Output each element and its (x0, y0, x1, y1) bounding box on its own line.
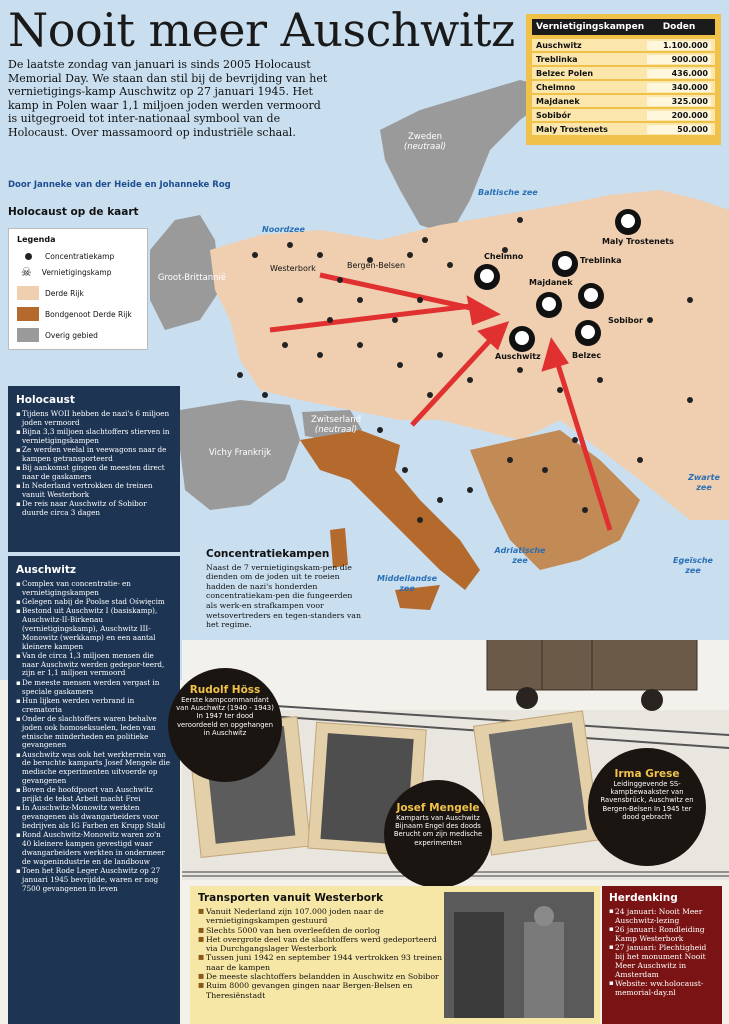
death-count: 900.000 (647, 55, 711, 64)
holocaust-info-box (8, 386, 180, 552)
list-item: ▪ Van de circa 1,3 miljoen mensen die naar Auschwitz werden gedepor-teerd, zijn er 1,1 miljoen vermoord (16, 652, 172, 678)
holocaust-list (16, 410, 172, 518)
table-row (532, 53, 715, 65)
death-count: 340.000 (647, 83, 711, 92)
camp-label: Maly Trostenets (602, 237, 674, 246)
transports-box (190, 886, 600, 1024)
legend-item: Concentratiekamp (17, 248, 139, 264)
camp-name: Treblinka (536, 54, 578, 64)
sea-label: Noordzee (262, 225, 305, 234)
extermination-camps-table (526, 14, 721, 145)
section-title: Concentratiekampen (206, 548, 330, 560)
swatch-ally (17, 307, 39, 321)
person-name: Rudolf Höss (189, 684, 261, 696)
list-item: ▪ Rond Auschwitz-Monowitz waren zo'n 40 kleinere kampen gevestigd waar dwangarbeiders werkten in ondermeer de wapenindustrie en de landbouw (16, 831, 172, 866)
deportation-photo (444, 892, 594, 1018)
bio-mengele (384, 780, 492, 888)
list-item: ▪ Ze werden veelal in veewagons naar de kampen getransporteerd (16, 446, 172, 464)
death-count: 325.000 (647, 97, 711, 106)
death-count: 1.100.000 (647, 41, 711, 50)
column-deaths: Doden (662, 22, 696, 32)
list-item: ▪ Hun lijken werden verbrand in crematoria (16, 697, 172, 715)
camp-name: Auschwitz (536, 40, 582, 50)
person-description: Eerste kampcommandant van Auschwitz (1940 - 1943) In 1947 ter dood veroordeeld en opgehangen in Auschwitz (176, 696, 274, 737)
swatch-other (17, 328, 39, 342)
list-item: ▪ Auschwitz was ook het werkterrein van de beruchte kamparts Josef Mengele die medische experimenten uitvoerde op gevangenen (16, 751, 172, 786)
legend-title: Legenda (17, 235, 56, 244)
sea-label: Egeïsche zee (673, 556, 713, 575)
legend-item: ☠ Vernietigingskamp (21, 265, 112, 279)
camp-label: Chelmno (484, 252, 524, 261)
box-title: Holocaust (16, 394, 75, 406)
table-row (532, 81, 715, 93)
map-legend (8, 228, 148, 350)
list-item: ▪ Bestond uit Auschwitz I (basiskamp), Auschwitz-II-Birkenau (vernietigingskamp), Auschwitz III-Monowitz (werkkamp) en een aantal kleinere kampen (16, 607, 172, 651)
auschwitz-list (16, 580, 172, 893)
list-item: ▪ Complex van concentratie- en vernietigingskampen (16, 580, 172, 598)
place-label: Westerbork (270, 264, 316, 273)
list-item: ■ Slechts 5000 van hen overleefden de oorlog (198, 926, 443, 935)
death-count: 50.000 (647, 125, 711, 134)
table-row (532, 39, 715, 51)
country-label: Vichy Frankrijk (208, 448, 272, 458)
portrait-grese (489, 723, 587, 842)
list-item: ▪ De meeste mensen werden vergast in speciale gaskamers (16, 679, 172, 697)
list-item: ■ Ruim 8000 gevangen gingen naar Bergen-Belsen en Theresiënstadt (198, 981, 443, 1000)
legend-item: Overig gebied (17, 327, 139, 343)
list-item: ▪ In Nederland vertrokken de treinen vanuit Westerbork (16, 482, 172, 500)
list-item: ▪ Website: ww.holocaust-memorial-day.nl (609, 979, 715, 997)
commemoration-list (609, 907, 715, 997)
dot-icon (25, 253, 32, 260)
list-item: ▪ De reis naar Auschwitz of Sobibor duurde circa 3 dagen (16, 500, 172, 518)
concentration-camps-text (206, 550, 366, 630)
list-item: ▪ Tijdens WOII hebben de nazi's 6 miljoen joden vermoord (16, 410, 172, 428)
list-item: ▪ In Auschwitz-Monowitz werkten gevangenen als dwangarbeiders voor bedrijven als IG Farben en Krupp Stahl (16, 804, 172, 830)
list-item: ■ Vanuit Nederland zijn 107.000 joden naar de vernietigingskampen gestuurd (198, 907, 443, 926)
camp-label: Auschwitz (495, 352, 541, 361)
camp-name: Chelmno (536, 82, 576, 92)
person-description: Leidinggevende SS-kampbewaakster van Ravensbrück, Auschwitz en Bergen-Belsen In 1945 ter dood gebracht (600, 780, 694, 821)
list-item: ▪ Gelegen nabij de Poolse stad Oświęcim (16, 598, 172, 607)
camp-label: Belzec (572, 351, 602, 360)
person-description: Kamparts van Auschwitz Bijnaam Engel des doods Berucht om zijn medische experimenten (393, 814, 483, 847)
death-count: 436.000 (647, 69, 711, 78)
sea-label: Zwarte zee (688, 473, 720, 492)
legend-item: Bondgenoot Derde Rijk (17, 306, 139, 322)
sea-label: Middellandse zee (376, 574, 438, 593)
list-item: ▪ Boven de hoofdpoort van Auschwitz prijkt de tekst Arbeit macht Frei (16, 786, 172, 804)
list-item: ■ Tussen juni 1942 en september 1944 vertrokken 93 treinen naar de kampen (198, 953, 443, 972)
table-row (532, 67, 715, 79)
skull-icon: ☠ (21, 265, 32, 279)
legend-item: Derde Rijk (17, 285, 139, 301)
camp-name: Maly Trostenets (536, 124, 608, 134)
page-title: Nooit meer Auschwitz (8, 3, 515, 57)
camp-label: Sobibor (608, 316, 643, 325)
country-label: Zwitserland (neutraal) (311, 415, 361, 435)
list-item: ▪ Bij aankomst gingen de meesten direct naar de gaskamers (16, 464, 172, 482)
camp-name: Majdanek (536, 96, 580, 106)
list-item: ■ Het overgrote deel van de slachtoffers werd gedeporteerd via Durchgangslager Westerbork (198, 935, 443, 954)
table-row (532, 123, 715, 135)
table-row (532, 109, 715, 121)
swatch-reich (17, 286, 39, 300)
death-count: 200.000 (647, 111, 711, 120)
author-byline: Door Janneke van der Heide en Johanneke Rog (8, 180, 231, 190)
map-heading: Holocaust op de kaart (8, 206, 139, 218)
country-label: Groot-Brittannië (157, 273, 227, 283)
section-body: Naast de 7 vernietigingskam-pen die dienden om de joden uit te roeien hadden de nazi's honderden concentratiekam-pen die fungeerden als werk-en strafkampen voor wetsovertreders en tegen-standers van het regime. (206, 562, 361, 630)
list-item: ▪ Onder de slachtoffers waren behalve joden ook homoseksuelen, leden van etnische minderheden en politieke gevangenen (16, 715, 172, 750)
column-camp: Vernietigingskampen (536, 22, 645, 32)
bio-grese (588, 748, 706, 866)
box-title: Auschwitz (16, 564, 76, 576)
list-item: ▪ 24 januari: Nooit Meer Auschwitz-lezing (609, 907, 715, 925)
person-name: Irma Grese (614, 768, 680, 780)
list-item: ▪ Toen het Rode Leger Auschwitz op 27 januari 1945 bevrijdde, waren er nog 7500 gevangenen in leven (16, 867, 172, 893)
sea-label: Adriatische zee (494, 546, 546, 565)
list-item: ▪ 27 januari: Plechtigheid bij het monument Nooit Meer Auschwitz in Amsterdam (609, 943, 715, 979)
person-name: Josef Mengele (396, 802, 480, 814)
country-label: Zweden (neutraal) (403, 132, 447, 152)
bio-hoss (168, 668, 282, 782)
commemoration-box (602, 886, 722, 1024)
place-label: Bergen-Belsen (347, 261, 406, 270)
intro-text: De laatste zondag van januari is sinds 2005 Holocaust Memorial Day. We staan dan stil bij de bevrijding van het vernietigings-kamp Auschwitz op 27 januari 1945. Het kamp in Polen waar 1,1 miljoen joden werden vermoord is uitgegroeid tot inter-nationaal symbool van de Holocaust. Over massamoord op industriële schaal. (8, 58, 328, 139)
camp-label: Majdanek (529, 278, 573, 287)
box-title: Herdenking (609, 892, 678, 904)
table-header (532, 19, 715, 35)
camp-name: Belzec Polen (536, 68, 594, 78)
list-item: ■ De meeste slachtoffers belandden in Auschwitz en Sobibor (198, 972, 443, 981)
box-title: Transporten vanuit Westerbork (198, 892, 384, 904)
list-item: ▪ 26 januari: Rondleiding Kamp Westerbork (609, 925, 715, 943)
camp-label: Treblinka (580, 256, 622, 265)
list-item: ▪ Bijna 3,3 miljoen slachtoffers stierven in vernietigingskampen (16, 428, 172, 446)
camp-name: Sobibór (536, 110, 571, 120)
table-row (532, 95, 715, 107)
transports-list (198, 907, 443, 1000)
auschwitz-info-box (8, 556, 180, 1024)
sea-label: Baltische zee (478, 188, 538, 197)
